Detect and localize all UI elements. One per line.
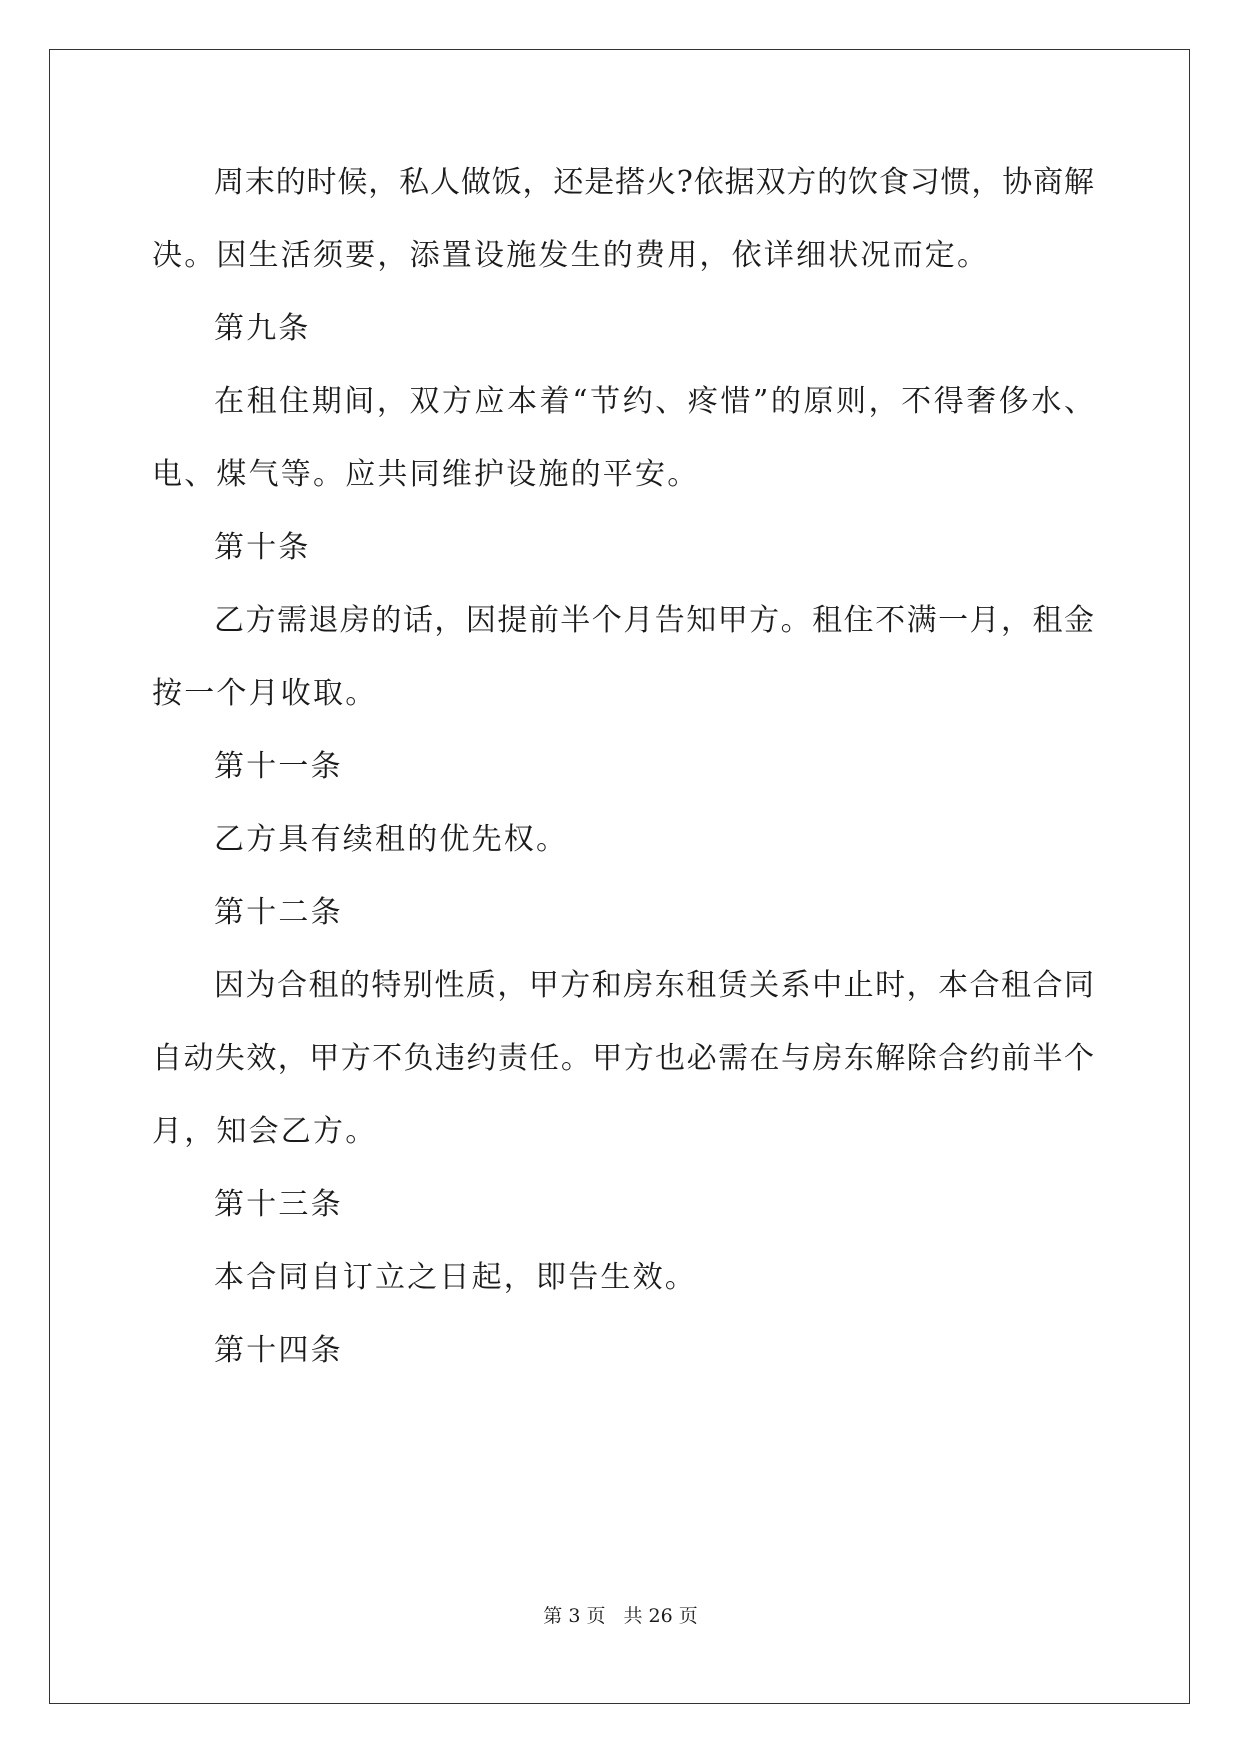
paragraph-line: 电、煤气等。应共同维护设施的平安。	[152, 457, 700, 492]
article-heading: 第十三条	[214, 1187, 343, 1222]
paragraph-line: 因为合租的特别性质，甲方和房东租赁关系中止时，本合租合同	[214, 968, 1094, 1003]
paragraph-line: 乙方需退房的话，因提前半个月告知甲方。租住不满一月，租金	[214, 603, 1094, 638]
paragraph-line: 决。因生活须要，添置设施发生的费用，依详细状况而定。	[152, 238, 990, 273]
paragraph-line: 周末的时候，私人做饭，还是搭火?依据双方的饮食习惯，协商解	[214, 165, 1094, 200]
article-heading: 第十条	[214, 530, 311, 565]
article-heading: 第十一条	[214, 749, 343, 784]
paragraph-line: 在租住期间，双方应本着“节约、疼惜”的原则，不得奢侈水、	[214, 384, 1094, 419]
page-number: 第 3 页	[543, 1605, 606, 1627]
paragraph-line: 按一个月收取。	[152, 676, 378, 711]
paragraph-line: 乙方具有续租的优先权。	[214, 822, 569, 857]
article-heading: 第九条	[214, 311, 311, 346]
paragraph-line: 自动失效，甲方不负违约责任。甲方也必需在与房东解除合约前半个	[152, 1041, 1094, 1076]
article-heading: 第十四条	[214, 1333, 343, 1368]
page-border	[49, 49, 1190, 1704]
article-heading: 第十二条	[214, 895, 343, 930]
page-total: 共 26 页	[623, 1605, 698, 1627]
paragraph-line: 月，知会乙方。	[152, 1114, 378, 1149]
paragraph-line: 本合同自订立之日起，即告生效。	[214, 1260, 697, 1295]
page-footer	[0, 1604, 1241, 1628]
